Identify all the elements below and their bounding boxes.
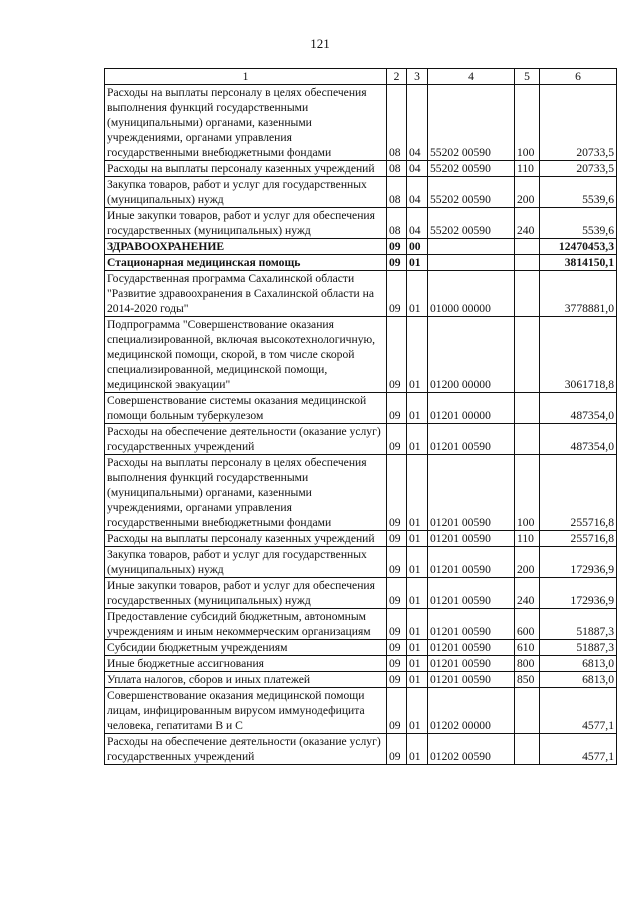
subsection-code: 01 xyxy=(407,255,428,271)
target-article-code: 01202 00590 xyxy=(428,734,515,765)
subsection-code: 00 xyxy=(407,239,428,255)
subsection-code: 01 xyxy=(407,656,428,672)
section-code: 09 xyxy=(387,239,407,255)
column-header: 4 xyxy=(428,69,515,85)
expense-type-code xyxy=(515,239,540,255)
subsection-code: 01 xyxy=(407,609,428,640)
target-article-code: 01201 00590 xyxy=(428,672,515,688)
target-article-code xyxy=(428,239,515,255)
column-header: 1 xyxy=(105,69,387,85)
table-row xyxy=(105,271,617,317)
amount: 3778881,0 xyxy=(540,271,617,317)
section-code: 09 xyxy=(387,672,407,688)
target-article-code: 01201 00590 xyxy=(428,547,515,578)
row-name: Стационарная медицинская помощь xyxy=(105,255,387,271)
target-article-code: 01201 00590 xyxy=(428,656,515,672)
column-header: 2 xyxy=(387,69,407,85)
subsection-code: 04 xyxy=(407,208,428,239)
section-code: 08 xyxy=(387,208,407,239)
subsection-code: 01 xyxy=(407,531,428,547)
row-name: Закупка товаров, работ и услуг для государственных (муниципальных) нужд xyxy=(105,547,387,578)
row-name: Расходы на выплаты персоналу в целях обеспечения выполнения функций государственными (муниципальными) органами, казенными учреждениями, органами управления государственными внебюджетными фондами xyxy=(105,85,387,161)
expense-type-code: 240 xyxy=(515,578,540,609)
target-article-code: 01202 00000 xyxy=(428,688,515,734)
table-row xyxy=(105,547,617,578)
expense-type-code: 610 xyxy=(515,640,540,656)
table-row xyxy=(105,640,617,656)
amount: 6813,0 xyxy=(540,672,617,688)
expense-type-code xyxy=(515,393,540,424)
subsection-code: 01 xyxy=(407,424,428,455)
expense-type-code: 600 xyxy=(515,609,540,640)
section-code: 09 xyxy=(387,688,407,734)
table-row xyxy=(105,688,617,734)
subsection-code: 01 xyxy=(407,455,428,531)
row-name: Расходы на выплаты персоналу в целях обеспечения выполнения функций государственными (муниципальными) органами, казенными учреждениями, органами управления государственными внебюджетными фондами xyxy=(105,455,387,531)
subsection-code: 01 xyxy=(407,271,428,317)
expense-type-code: 100 xyxy=(515,455,540,531)
amount: 3061718,8 xyxy=(540,317,617,393)
target-article-code: 01201 00000 xyxy=(428,393,515,424)
row-name: Субсидии бюджетным учреждениям xyxy=(105,640,387,656)
section-code: 08 xyxy=(387,161,407,177)
subsection-code: 04 xyxy=(407,85,428,161)
target-article-code: 01200 00000 xyxy=(428,317,515,393)
table-row xyxy=(105,578,617,609)
section-code: 09 xyxy=(387,656,407,672)
budget-table xyxy=(104,68,617,765)
row-name: Закупка товаров, работ и услуг для государственных (муниципальных) нужд xyxy=(105,177,387,208)
row-name: Подпрограмма "Совершенствование оказания специализированной, включая высокотехнологичную, медицинской помощи, скорой, в том числе скорой специализированной, медицинской помощи, медицинской эвакуации" xyxy=(105,317,387,393)
subsection-code: 04 xyxy=(407,177,428,208)
table-row xyxy=(105,239,617,255)
expense-type-code: 200 xyxy=(515,547,540,578)
expense-type-code: 110 xyxy=(515,531,540,547)
section-code: 09 xyxy=(387,547,407,578)
row-name: Расходы на обеспечение деятельности (оказание услуг) государственных учреждений xyxy=(105,734,387,765)
section-code: 08 xyxy=(387,177,407,208)
table-row xyxy=(105,734,617,765)
section-code: 09 xyxy=(387,578,407,609)
row-name: Расходы на выплаты персоналу казенных учреждений xyxy=(105,531,387,547)
expense-type-code: 200 xyxy=(515,177,540,208)
target-article-code: 01201 00590 xyxy=(428,578,515,609)
expense-type-code: 800 xyxy=(515,656,540,672)
table-row xyxy=(105,208,617,239)
table-row xyxy=(105,393,617,424)
row-name: Государственная программа Сахалинской области "Развитие здравоохранения в Сахалинской области на 2014-2020 годы" xyxy=(105,271,387,317)
section-code: 08 xyxy=(387,85,407,161)
row-name: Иные бюджетные ассигнования xyxy=(105,656,387,672)
table-row xyxy=(105,609,617,640)
section-code: 09 xyxy=(387,609,407,640)
row-name: Совершенствование оказания медицинской помощи лицам, инфицированным вирусом иммунодефицита человека, гепатитами В и С xyxy=(105,688,387,734)
amount: 12470453,3 xyxy=(540,239,617,255)
subsection-code: 01 xyxy=(407,734,428,765)
target-article-code: 01201 00590 xyxy=(428,531,515,547)
expense-type-code xyxy=(515,688,540,734)
amount: 51887,3 xyxy=(540,609,617,640)
table-row xyxy=(105,161,617,177)
amount: 20733,5 xyxy=(540,85,617,161)
table-row xyxy=(105,455,617,531)
amount: 51887,3 xyxy=(540,640,617,656)
column-header: 6 xyxy=(540,69,617,85)
page-number: 121 xyxy=(310,36,330,51)
table-row xyxy=(105,672,617,688)
expense-type-code xyxy=(515,424,540,455)
subsection-code: 01 xyxy=(407,640,428,656)
expense-type-code xyxy=(515,317,540,393)
section-code: 09 xyxy=(387,255,407,271)
target-article-code xyxy=(428,255,515,271)
expense-type-code xyxy=(515,255,540,271)
expense-type-code: 850 xyxy=(515,672,540,688)
amount: 6813,0 xyxy=(540,656,617,672)
section-code: 09 xyxy=(387,271,407,317)
section-code: 09 xyxy=(387,531,407,547)
section-code: 09 xyxy=(387,424,407,455)
header-row xyxy=(105,69,617,85)
target-article-code: 01201 00590 xyxy=(428,424,515,455)
amount: 20733,5 xyxy=(540,161,617,177)
expense-type-code xyxy=(515,734,540,765)
target-article-code: 55202 00590 xyxy=(428,177,515,208)
amount: 4577,1 xyxy=(540,688,617,734)
table-row xyxy=(105,85,617,161)
amount: 4577,1 xyxy=(540,734,617,765)
target-article-code: 01201 00590 xyxy=(428,640,515,656)
table-row xyxy=(105,255,617,271)
table-row xyxy=(105,177,617,208)
subsection-code: 01 xyxy=(407,393,428,424)
row-name: ЗДРАВООХРАНЕНИЕ xyxy=(105,239,387,255)
row-name: Совершенствование системы оказания медицинской помощи больным туберкулезом xyxy=(105,393,387,424)
amount: 172936,9 xyxy=(540,578,617,609)
target-article-code: 01201 00590 xyxy=(428,609,515,640)
table-row xyxy=(105,656,617,672)
row-name: Расходы на обеспечение деятельности (оказание услуг) государственных учреждений xyxy=(105,424,387,455)
expense-type-code: 110 xyxy=(515,161,540,177)
column-header: 3 xyxy=(407,69,428,85)
amount: 255716,8 xyxy=(540,531,617,547)
expense-type-code: 100 xyxy=(515,85,540,161)
amount: 487354,0 xyxy=(540,393,617,424)
target-article-code: 01201 00590 xyxy=(428,455,515,531)
amount: 487354,0 xyxy=(540,424,617,455)
subsection-code: 04 xyxy=(407,161,428,177)
target-article-code: 55202 00590 xyxy=(428,85,515,161)
expense-type-code: 240 xyxy=(515,208,540,239)
section-code: 09 xyxy=(387,640,407,656)
subsection-code: 01 xyxy=(407,547,428,578)
subsection-code: 01 xyxy=(407,688,428,734)
section-code: 09 xyxy=(387,393,407,424)
row-name: Предоставление субсидий бюджетным, автономным учреждениям и иным некоммерческим организациям xyxy=(105,609,387,640)
table-row xyxy=(105,317,617,393)
section-code: 09 xyxy=(387,734,407,765)
section-code: 09 xyxy=(387,317,407,393)
amount: 3814150,1 xyxy=(540,255,617,271)
table-row xyxy=(105,424,617,455)
row-name: Расходы на выплаты персоналу казенных учреждений xyxy=(105,161,387,177)
amount: 5539,6 xyxy=(540,208,617,239)
amount: 5539,6 xyxy=(540,177,617,208)
amount: 172936,9 xyxy=(540,547,617,578)
column-header: 5 xyxy=(515,69,540,85)
expense-type-code xyxy=(515,271,540,317)
target-article-code: 55202 00590 xyxy=(428,161,515,177)
amount: 255716,8 xyxy=(540,455,617,531)
subsection-code: 01 xyxy=(407,578,428,609)
subsection-code: 01 xyxy=(407,672,428,688)
target-article-code: 55202 00590 xyxy=(428,208,515,239)
subsection-code: 01 xyxy=(407,317,428,393)
table-row xyxy=(105,531,617,547)
row-name: Уплата налогов, сборов и иных платежей xyxy=(105,672,387,688)
target-article-code: 01000 00000 xyxy=(428,271,515,317)
row-name: Иные закупки товаров, работ и услуг для обеспечения государственных (муниципальных) нужд xyxy=(105,578,387,609)
section-code: 09 xyxy=(387,455,407,531)
row-name: Иные закупки товаров, работ и услуг для обеспечения государственных (муниципальных) нужд xyxy=(105,208,387,239)
